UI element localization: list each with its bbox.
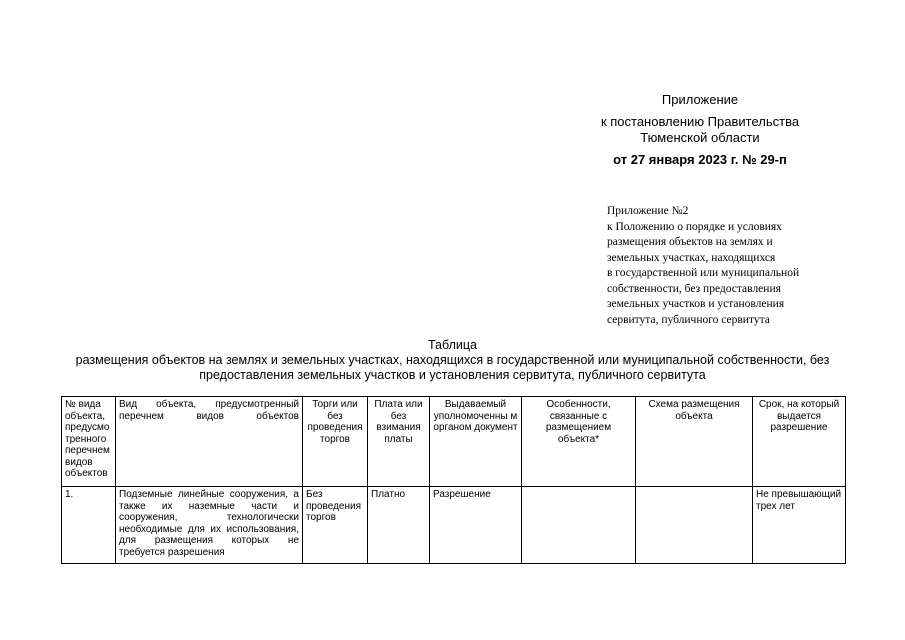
appendix2-line: в государственной или муниципальной xyxy=(607,267,800,279)
cell-auction: Без проведения торгов xyxy=(303,487,368,564)
header-cell-object-type: Вид объекта, предусмотренный перечнем видов объектов xyxy=(116,397,303,487)
appendix2-line: размещения объектов на землях и xyxy=(607,236,773,248)
appendix2-line: сервитута, публичного сервитута xyxy=(607,313,770,326)
objects-table xyxy=(61,396,846,564)
appendix2-block xyxy=(607,204,867,328)
appendix-reference: к постановлению Правительства xyxy=(600,114,800,129)
header-cell-scheme: Схема размещения объекта xyxy=(636,397,753,487)
table-caption-title: Таблица xyxy=(427,338,477,352)
table-caption-line: предоставления земельных участков и установления сервитута, публичного сервитута xyxy=(199,368,706,382)
cell-scheme xyxy=(636,487,753,564)
header-cell-features: Особенности, связанные с размещением объекта* xyxy=(522,397,636,487)
header-cell-auction: Торги или без проведения торгов xyxy=(303,397,368,487)
appendix2-line: к Положению о порядке и условиях xyxy=(607,220,782,233)
header-cell-term: Срок, на который выдается разрешение xyxy=(753,397,846,487)
cell-object-type: Подземные линейные сооружения, а также их наземные части и сооружения, технологически необходимые для их использования, для размещения которых не требуется разрешения xyxy=(116,487,303,564)
header-cell-object-number: № вида объекта, предусмо тренного перечнем видов объектов xyxy=(62,397,116,487)
table-caption-line: размещения объектов на землях и земельных участках, находящихся в государственной или муниципальной собственности, без xyxy=(75,353,830,367)
cell-payment: Платно xyxy=(368,487,430,564)
cell-term: Не превышающий трех лет xyxy=(753,487,846,564)
appendix-title: Приложение xyxy=(661,92,739,107)
appendix2-line: Приложение №2 xyxy=(607,205,689,217)
table-header-row xyxy=(62,397,846,487)
header-cell-document: Выдаваемый уполномоченны м органом документ xyxy=(430,397,522,487)
appendix2-line: земельных участков и установления xyxy=(607,298,785,310)
cell-features xyxy=(522,487,636,564)
table-row xyxy=(62,487,846,564)
header-cell-payment: Плата или без взимания платы xyxy=(368,397,430,487)
appendix2-line: земельных участках, находящихся xyxy=(607,251,776,264)
table-caption xyxy=(40,338,865,383)
cell-document: Разрешение xyxy=(430,487,522,564)
appendix-region: Тюменской области xyxy=(640,130,760,145)
appendix-date: от 27 января 2023 г. № 29-п xyxy=(613,152,787,167)
appendix2-line: собственности, без предоставления xyxy=(607,282,781,295)
cell-object-number: 1. xyxy=(62,487,116,564)
